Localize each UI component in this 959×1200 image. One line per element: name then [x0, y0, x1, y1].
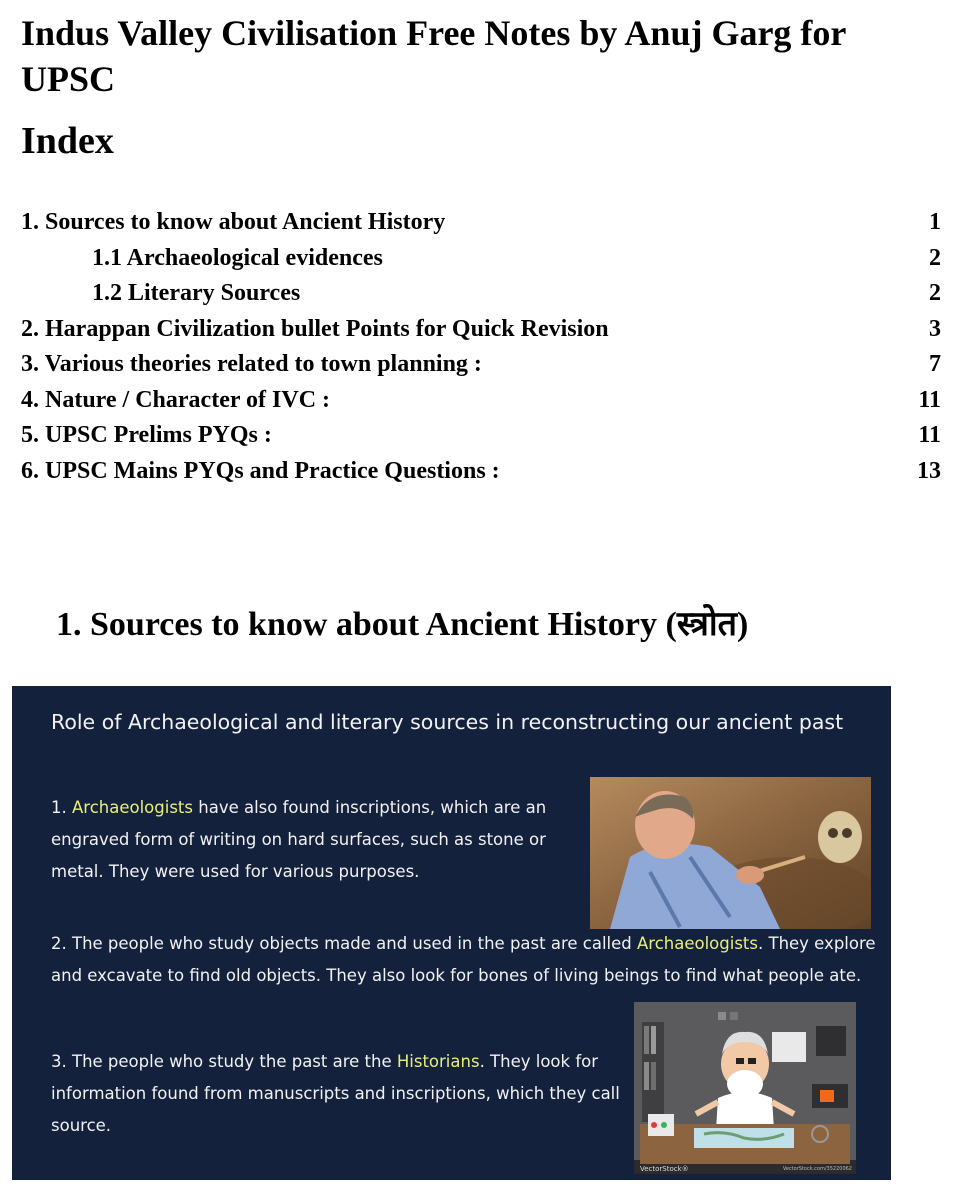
paragraph-text: 2. The people who study objects made and used in the past are called [51, 934, 637, 953]
toc-entry[interactable] [21, 383, 941, 419]
document-title: Indus Valley Civilisation Free Notes by Anuj Garg for UPSC [21, 13, 846, 99]
slide-paragraph-2 [51, 928, 881, 992]
section-heading: 1. Sources to know about Ancient History (स्त्रोत) [56, 606, 749, 643]
toc-page-number: 11 [918, 422, 941, 448]
paragraph-text: . They explore and excavate to find old objects. They also look for bones of living beings to find what people ate. [51, 934, 876, 985]
toc-entry[interactable] [21, 276, 941, 312]
slide-title: Role of Archaeological and literary sources in reconstructing our ancient past [51, 710, 844, 734]
toc-entry[interactable] [21, 347, 941, 383]
paragraph-text: . They look for information found from manuscripts and inscriptions, which they call source. [51, 1052, 620, 1135]
toc-page-number: 2 [929, 280, 941, 306]
toc-label: 6. UPSC Mains PYQs and Practice Questions : [21, 457, 500, 484]
historian-illustration [634, 1002, 856, 1174]
slide-paragraph-3 [51, 1046, 621, 1142]
vectorstock-id: VectorStock.com/35220062 [782, 1166, 852, 1172]
toc-page-number: 1 [929, 209, 941, 235]
toc-entry[interactable] [21, 205, 941, 241]
paragraph-text: 3. The people who study the past are the [51, 1052, 397, 1071]
toc-label: 3. Various theories related to town planning : [21, 351, 482, 377]
toc-label: 5. UPSC Prelims PYQs : [21, 422, 272, 448]
embedded-slide [12, 686, 891, 1180]
highlighted-term: Archaeologists [637, 934, 758, 953]
historian-cartoon [634, 1002, 856, 1174]
toc-page-number: 7 [929, 351, 941, 377]
table-of-contents [21, 205, 941, 489]
toc-label: 1. Sources to know about Ancient History [21, 209, 446, 235]
toc-entry[interactable] [21, 312, 941, 348]
toc-page-number: 3 [929, 315, 941, 342]
paragraph-text: have also found inscriptions, which are an engraved form of writing on hard surfaces, such as stone or metal. They were used for various purposes. [51, 798, 547, 881]
vectorstock-watermark: VectorStock® [640, 1165, 689, 1173]
highlighted-term: Historians [396, 1052, 480, 1071]
paragraph-text: 1. [51, 798, 72, 817]
toc-page-number: 2 [929, 244, 941, 271]
toc-entry[interactable] [21, 454, 941, 490]
toc-entry[interactable] [21, 418, 941, 454]
highlighted-term: Archaeologists [72, 798, 193, 817]
toc-label: 4. Nature / Character of IVC : [21, 386, 331, 413]
toc-label: 2. Harappan Civilization bullet Points for Quick Revision [21, 315, 609, 342]
toc-label: 1.1 Archaeological evidences [92, 244, 383, 271]
toc-entry[interactable] [21, 241, 941, 277]
archaeologist-photo [590, 777, 871, 929]
index-heading: Index [21, 120, 114, 162]
toc-page-number: 13 [917, 457, 941, 484]
toc-page-number: 11 [918, 386, 941, 413]
slide-paragraph-1 [51, 792, 571, 888]
toc-label: 1.2 Literary Sources [92, 280, 301, 306]
